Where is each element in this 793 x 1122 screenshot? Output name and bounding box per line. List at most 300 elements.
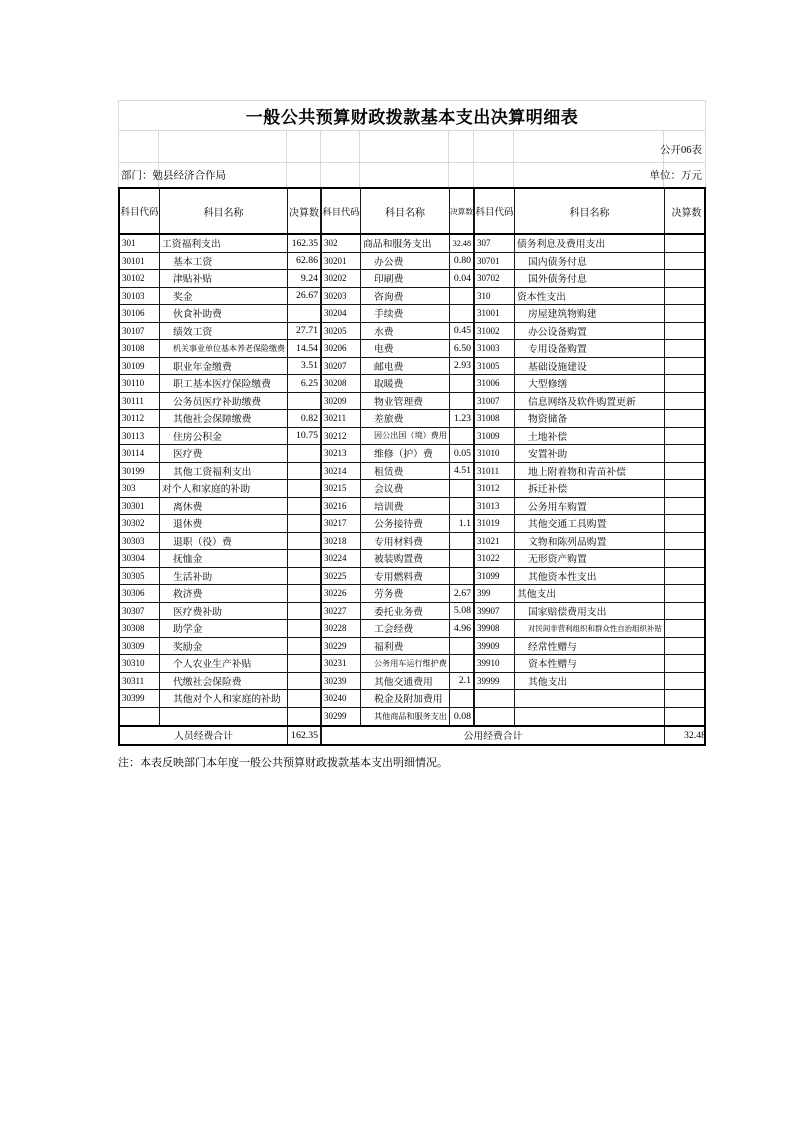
table-row: [120, 498, 704, 516]
table-row: [120, 620, 704, 638]
name-cell: 公务接待费: [361, 515, 450, 532]
gridline-row: [119, 131, 705, 162]
value-cell: 4.96: [450, 620, 475, 637]
page-title: 一般公共预算财政拨款基本支出决算明细表: [245, 108, 579, 127]
value-cell: [665, 550, 708, 567]
gridline-cell: [321, 163, 360, 187]
value-cell: [665, 690, 708, 707]
table-row: [120, 305, 704, 323]
value-cell: [288, 673, 322, 690]
code-cell: 30202: [322, 270, 361, 287]
value-cell: 3.51: [288, 358, 322, 375]
code-cell: 30108: [120, 340, 160, 357]
code-cell: 31007: [475, 393, 515, 410]
table-row: [120, 463, 704, 481]
name-cell: 对个人和家庭的补助: [160, 480, 288, 497]
name-cell: 其他对个人和家庭的补助: [160, 690, 288, 707]
name-cell: 离休费: [160, 498, 288, 515]
value-cell: 32.48: [450, 235, 475, 252]
value-cell: 0.08: [450, 708, 475, 726]
name-cell: 对民间非营利组织和群众性自治组织补贴: [515, 620, 665, 637]
value-cell: 62.86: [288, 253, 322, 270]
code-cell: 30114: [120, 445, 160, 462]
title-row: [119, 101, 705, 131]
value-cell: 2.67: [450, 585, 475, 602]
budget-sheet: [118, 100, 706, 770]
name-cell: 国外债务付息: [515, 270, 665, 287]
code-cell: 30228: [322, 620, 361, 637]
name-cell: 国内债务付息: [515, 253, 665, 270]
name-cell: 经常性赠与: [515, 638, 665, 655]
value-cell: 26.67: [288, 288, 322, 305]
value-cell: [288, 603, 322, 620]
table-body: [120, 235, 704, 725]
personnel-total-label: 人员经费合计: [120, 727, 288, 744]
value-cell: [665, 480, 708, 497]
code-cell: 31010: [475, 445, 515, 462]
form-number: 公开06表: [660, 145, 702, 156]
name-cell: [515, 690, 665, 707]
form-number-row: [119, 131, 705, 163]
code-cell: 31019: [475, 515, 515, 532]
name-cell: 生活补助: [160, 568, 288, 585]
code-cell: 30224: [322, 550, 361, 567]
table-row: [120, 288, 704, 306]
name-cell: 税金及附加费用: [361, 690, 450, 707]
code-cell: 30199: [120, 463, 160, 480]
gridline-cell: [514, 163, 664, 187]
value-cell: [288, 550, 322, 567]
code-cell: [475, 690, 515, 707]
name-cell: 机关事业单位基本养老保险缴费: [160, 340, 288, 357]
code-cell: 30299: [322, 708, 361, 726]
table-row: [120, 410, 704, 428]
name-cell: 安置补助: [515, 445, 665, 462]
name-cell: 电费: [361, 340, 450, 357]
value-cell: 27.71: [288, 323, 322, 340]
code-cell: 30205: [322, 323, 361, 340]
name-cell: 退职（役）费: [160, 533, 288, 550]
code-cell: 303: [120, 480, 160, 497]
code-cell: 30226: [322, 585, 361, 602]
table-row: [120, 445, 704, 463]
code-cell: 30227: [322, 603, 361, 620]
name-cell: 因公出国（境）费用: [361, 428, 450, 445]
name-cell: 其他资本性支出: [515, 568, 665, 585]
code-cell: 30206: [322, 340, 361, 357]
code-cell: 31009: [475, 428, 515, 445]
value-cell: [288, 480, 322, 497]
name-cell: 无形资产购置: [515, 550, 665, 567]
name-cell: 基本工资: [160, 253, 288, 270]
name-cell: 基础设施建设: [515, 358, 665, 375]
name-cell: 住房公积金: [160, 428, 288, 445]
name-cell: 抚恤金: [160, 550, 288, 567]
header-cell: 决算数: [671, 207, 702, 219]
value-cell: [450, 305, 475, 322]
gridline-cell: [287, 163, 321, 187]
gridline-cell: [159, 131, 287, 162]
value-cell: [288, 515, 322, 532]
value-cell: [665, 463, 708, 480]
name-cell: 委托业务费: [361, 603, 450, 620]
name-cell: [160, 708, 288, 726]
code-cell: 30217: [322, 515, 361, 532]
name-cell: 奖金: [160, 288, 288, 305]
code-cell: 30214: [322, 463, 361, 480]
name-cell: 其他支出: [515, 585, 665, 602]
code-cell: 30225: [322, 568, 361, 585]
name-cell: 公务员医疗补助缴费: [160, 393, 288, 410]
name-cell: 拆迁补偿: [515, 480, 665, 497]
table-footer: [120, 725, 704, 744]
name-cell: 资本性支出: [515, 288, 665, 305]
table-row: [120, 375, 704, 393]
code-cell: 30302: [120, 515, 160, 532]
table-header: [120, 189, 704, 235]
header-cell: 科目名称: [361, 189, 450, 233]
personnel-total-value: 162.35: [288, 727, 322, 744]
value-cell: [450, 533, 475, 550]
name-cell: 医疗费补助: [160, 603, 288, 620]
value-cell: 2.1: [450, 673, 475, 690]
header-cell: 科目代码: [322, 189, 361, 233]
name-cell: 其他交通费用: [361, 673, 450, 690]
name-cell: 其他支出: [515, 673, 665, 690]
name-cell: 物业管理费: [361, 393, 450, 410]
value-cell: [288, 533, 322, 550]
table-row: [120, 323, 704, 341]
name-cell: 专用材料费: [361, 533, 450, 550]
value-cell: [288, 690, 322, 707]
code-cell: 30309: [120, 638, 160, 655]
value-cell: [450, 288, 475, 305]
code-cell: 30301: [120, 498, 160, 515]
value-cell: [450, 375, 475, 392]
name-cell: 退休费: [160, 515, 288, 532]
name-cell: 救济费: [160, 585, 288, 602]
name-cell: 培训费: [361, 498, 450, 515]
name-cell: 其他交通工具购置: [515, 515, 665, 532]
code-cell: 30111: [120, 393, 160, 410]
code-cell: [475, 708, 515, 726]
name-cell: 办公费: [361, 253, 450, 270]
value-cell: [665, 410, 708, 427]
code-cell: 30216: [322, 498, 361, 515]
value-cell: [288, 655, 322, 672]
value-cell: [450, 550, 475, 567]
value-cell: [665, 288, 708, 305]
code-cell: 30311: [120, 673, 160, 690]
table-row: [120, 638, 704, 656]
code-cell: 30231: [322, 655, 361, 672]
name-cell: 手续费: [361, 305, 450, 322]
code-cell: 30109: [120, 358, 160, 375]
name-cell: 其他社会保障缴费: [160, 410, 288, 427]
table-row: [120, 253, 704, 271]
table-row: [120, 585, 704, 603]
table-row: [120, 673, 704, 691]
value-cell: 5.08: [450, 603, 475, 620]
table-row: [120, 480, 704, 498]
value-cell: 0.04: [450, 270, 475, 287]
value-cell: [450, 393, 475, 410]
value-cell: [665, 323, 708, 340]
value-cell: 162.35: [288, 235, 322, 252]
public-total-value: 32.48: [683, 729, 706, 741]
name-cell: 公务用车运行维护费: [361, 655, 450, 672]
gridline-cell: [514, 131, 664, 162]
code-cell: 31022: [475, 550, 515, 567]
header-cell: 科目名称: [160, 189, 288, 233]
table-row: [120, 690, 704, 708]
value-cell: [288, 568, 322, 585]
value-cell: 9.24: [288, 270, 322, 287]
header-cell: 决算数: [288, 189, 322, 233]
value-cell: 0.05: [450, 445, 475, 462]
value-cell: 10.75: [288, 428, 322, 445]
name-cell: 职工基本医疗保险缴费: [160, 375, 288, 392]
value-cell: 4.51: [450, 463, 475, 480]
value-cell: [665, 568, 708, 585]
code-cell: 30701: [475, 253, 515, 270]
code-cell: 399: [475, 585, 515, 602]
value-cell: 0.80: [450, 253, 475, 270]
code-cell: 30103: [120, 288, 160, 305]
value-cell: [288, 585, 322, 602]
value-cell: [450, 655, 475, 672]
code-cell: 30107: [120, 323, 160, 340]
table-row: [120, 533, 704, 551]
gridline-cell: [119, 131, 159, 162]
gridline-cell: [360, 131, 449, 162]
code-cell: 30229: [322, 638, 361, 655]
code-cell: 30310: [120, 655, 160, 672]
code-cell: 30113: [120, 428, 160, 445]
value-cell: [288, 708, 322, 726]
table-row: [120, 340, 704, 358]
header-cell: 决算数: [450, 189, 475, 233]
value-cell: [665, 533, 708, 550]
name-cell: 助学金: [160, 620, 288, 637]
code-cell: 30218: [322, 533, 361, 550]
name-cell: 代缴社会保险费: [160, 673, 288, 690]
header-cell: 科目名称: [515, 189, 665, 233]
value-cell: 0.45: [450, 323, 475, 340]
code-cell: 31001: [475, 305, 515, 322]
value-cell: [665, 638, 708, 655]
budget-table: [118, 187, 706, 746]
table-row: [120, 428, 704, 446]
name-cell: 伙食补助费: [160, 305, 288, 322]
name-cell: 福利费: [361, 638, 450, 655]
name-cell: 印刷费: [361, 270, 450, 287]
code-cell: 31021: [475, 533, 515, 550]
value-cell: [665, 673, 708, 690]
code-cell: 39908: [475, 620, 515, 637]
name-cell: 差旅费: [361, 410, 450, 427]
code-cell: 31006: [475, 375, 515, 392]
table-row: [120, 235, 704, 253]
value-cell: [288, 393, 322, 410]
value-cell: [450, 480, 475, 497]
code-cell: 30212: [322, 428, 361, 445]
name-cell: 资本性赠与: [515, 655, 665, 672]
code-cell: 30110: [120, 375, 160, 392]
table-row: [120, 655, 704, 673]
value-cell: [665, 340, 708, 357]
name-cell: 个人农业生产补贴: [160, 655, 288, 672]
code-cell: 31005: [475, 358, 515, 375]
code-cell: 30305: [120, 568, 160, 585]
gridline-cell: [449, 131, 474, 162]
value-cell: [665, 253, 708, 270]
name-cell: 其他商品和服务支出: [361, 708, 450, 726]
name-cell: 大型修缮: [515, 375, 665, 392]
value-cell: [665, 445, 708, 462]
code-cell: 30209: [322, 393, 361, 410]
name-cell: 物资储备: [515, 410, 665, 427]
unit-label: 单位：万元: [649, 170, 702, 182]
name-cell: 水费: [361, 323, 450, 340]
code-cell: 31003: [475, 340, 515, 357]
code-cell: 30213: [322, 445, 361, 462]
value-cell: [665, 393, 708, 410]
value-cell: [665, 498, 708, 515]
gridline-cell: [474, 131, 514, 162]
value-cell: [665, 235, 708, 252]
value-cell: [288, 638, 322, 655]
name-cell: 租赁费: [361, 463, 450, 480]
code-cell: 31011: [475, 463, 515, 480]
value-cell: [665, 585, 708, 602]
table-row: [120, 358, 704, 376]
value-cell: [288, 620, 322, 637]
name-cell: 取暖费: [361, 375, 450, 392]
code-cell: 31012: [475, 480, 515, 497]
code-cell: 30215: [322, 480, 361, 497]
table-row: [120, 270, 704, 288]
value-cell: [450, 498, 475, 515]
code-cell: 30208: [322, 375, 361, 392]
table-row: [120, 393, 704, 411]
name-cell: 地上附着物和青苗补偿: [515, 463, 665, 480]
name-cell: 会议费: [361, 480, 450, 497]
name-cell: 土地补偿: [515, 428, 665, 445]
header-cell: 科目代码: [475, 189, 515, 233]
code-cell: 30240: [322, 690, 361, 707]
note-text: 注：本表反映部门本年度一般公共预算财政拨款基本支出明细情况。: [118, 756, 448, 769]
name-cell: 工资福利支出: [160, 235, 288, 252]
code-cell: 30203: [322, 288, 361, 305]
value-cell: [665, 655, 708, 672]
code-cell: 30702: [475, 270, 515, 287]
table-row: [120, 568, 704, 586]
code-cell: 301: [120, 235, 160, 252]
value-cell: [450, 638, 475, 655]
table-row: [120, 550, 704, 568]
code-cell: 30201: [322, 253, 361, 270]
gridline-cell: [360, 163, 449, 187]
value-cell: 6.25: [288, 375, 322, 392]
code-cell: 31002: [475, 323, 515, 340]
value-cell: 6.50: [450, 340, 475, 357]
value-cell: [665, 708, 708, 726]
name-cell: 劳务费: [361, 585, 450, 602]
value-cell: [665, 375, 708, 392]
gridline-cell: [321, 131, 360, 162]
table-row: [120, 515, 704, 533]
code-cell: 30304: [120, 550, 160, 567]
value-cell: 1.23: [450, 410, 475, 427]
name-cell: 其他工资福利支出: [160, 463, 288, 480]
gridline-cell: [474, 163, 514, 187]
name-cell: 文物和陈列品购置: [515, 533, 665, 550]
name-cell: 信息网络及软件购置更新: [515, 393, 665, 410]
name-cell: 被装购置费: [361, 550, 450, 567]
code-cell: 302: [322, 235, 361, 252]
value-cell: [665, 515, 708, 532]
value-cell: [665, 270, 708, 287]
code-cell: 30101: [120, 253, 160, 270]
name-cell: 津贴补贴: [160, 270, 288, 287]
name-cell: 办公设备购置: [515, 323, 665, 340]
name-cell: 专用设备购置: [515, 340, 665, 357]
name-cell: [515, 708, 665, 726]
value-cell: [288, 445, 322, 462]
name-cell: 职业年金缴费: [160, 358, 288, 375]
code-cell: 39910: [475, 655, 515, 672]
value-cell: 2.93: [450, 358, 475, 375]
code-cell: 39907: [475, 603, 515, 620]
code-cell: 30239: [322, 673, 361, 690]
name-cell: 国家赔偿费用支出: [515, 603, 665, 620]
value-cell: 14.54: [288, 340, 322, 357]
code-cell: 307: [475, 235, 515, 252]
code-cell: 31008: [475, 410, 515, 427]
code-cell: 31013: [475, 498, 515, 515]
name-cell: 商品和服务支出: [361, 235, 450, 252]
code-cell: 30102: [120, 270, 160, 287]
code-cell: 39909: [475, 638, 515, 655]
name-cell: 维修（护）费: [361, 445, 450, 462]
value-cell: [450, 690, 475, 707]
code-cell: 39999: [475, 673, 515, 690]
code-cell: 31099: [475, 568, 515, 585]
code-cell: 30106: [120, 305, 160, 322]
department-label: 部门：勉县经济合作局: [121, 170, 226, 182]
name-cell: 房屋建筑物购建: [515, 305, 665, 322]
value-cell: [288, 463, 322, 480]
table-row: [120, 603, 704, 621]
prehead-area: [118, 100, 706, 187]
name-cell: 奖励金: [160, 638, 288, 655]
code-cell: 30306: [120, 585, 160, 602]
value-cell: [288, 498, 322, 515]
public-total-label: 公用经费合计: [322, 727, 665, 744]
code-cell: 30211: [322, 410, 361, 427]
value-cell: [665, 358, 708, 375]
name-cell: 公务用车购置: [515, 498, 665, 515]
value-cell: [665, 603, 708, 620]
code-cell: 30399: [120, 690, 160, 707]
value-cell: [450, 568, 475, 585]
gridline-cell: [287, 131, 321, 162]
name-cell: 债务利息及费用支出: [515, 235, 665, 252]
header-cell: 科目代码: [120, 189, 160, 233]
department-row: [119, 163, 705, 187]
name-cell: 专用燃料费: [361, 568, 450, 585]
